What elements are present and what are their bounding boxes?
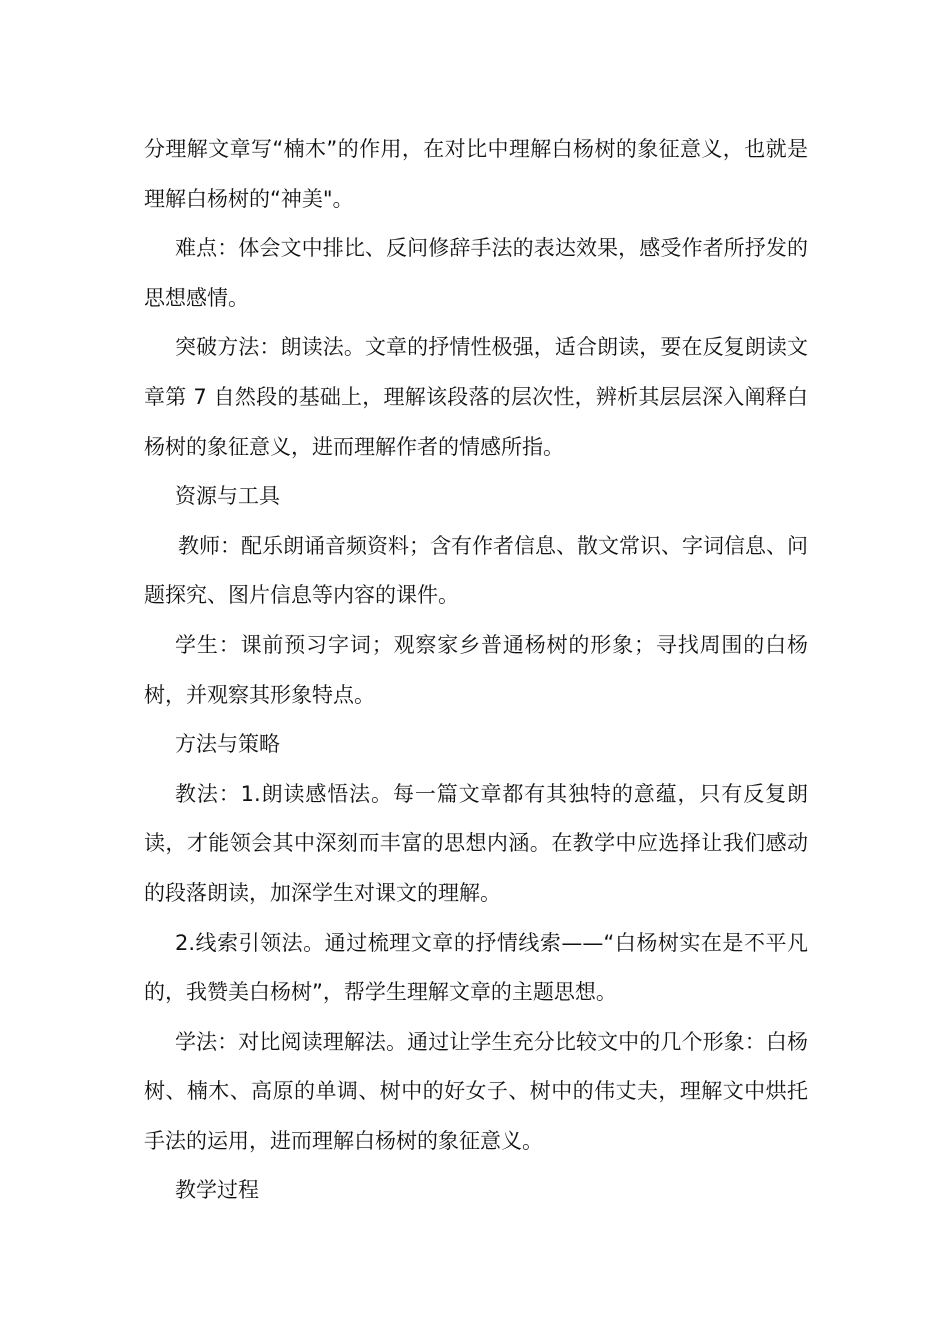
heading-teaching-process: 教学过程 <box>175 1178 259 1203</box>
paragraph-teacher-resources: 教师：配乐朗诵音频资料；含有作者信息、散文常识、字词信息、问题探究、图片信息等内容的课件。 <box>144 533 808 608</box>
heading-methods-strategies: 方法与策略 <box>175 732 280 757</box>
paragraph-breakthrough-method: 突破方法：朗读法。文章的抒情性极强，适合朗读，要在反复朗读文章第 7 自然段的基础上，理解该段落的层次性，辨析其层层深入阐释白杨树的象征意义，进而理解作者的情感所指。 <box>144 335 808 459</box>
paragraph-student-resources: 学生：课前预习字词；观察家乡普通杨树的形象；寻找周围的白杨树，并观察其形象特点。 <box>144 632 808 707</box>
heading-resources-tools: 资源与工具 <box>175 484 280 509</box>
paragraph-learning-method: 学法：对比阅读理解法。通过让学生充分比较文中的几个形象：白杨树、楠木、高原的单调、树中的好女子、树中的伟丈夫，理解文中烘托手法的运用，进而理解白杨树的象征意义。 <box>144 1029 808 1153</box>
paragraph-teaching-method-2: 2.线索引领法。通过梳理文章的抒情线索——“白杨树实在是不平凡的，我赞美白杨树”，帮学生理解文章的主题思想。 <box>144 930 808 1005</box>
paragraph-continuation: 分理解文章写“楠木”的作用，在对比中理解白杨树的象征意义，也就是理解白杨树的“神美"。 <box>144 137 808 211</box>
document-body <box>144 125 808 1216</box>
paragraph-teaching-method-1: 教法：1.朗读感悟法。每一篇文章都有其独特的意蕴，只有反复朗读，才能领会其中深刻而丰富的思想内涵。在教学中应选择让我们感动的段落朗读，加深学生对课文的理解。 <box>144 781 808 905</box>
paragraph-difficulty: 难点：体会文中排比、反问修辞手法的表达效果，感受作者所抒发的思想感情。 <box>144 236 808 310</box>
